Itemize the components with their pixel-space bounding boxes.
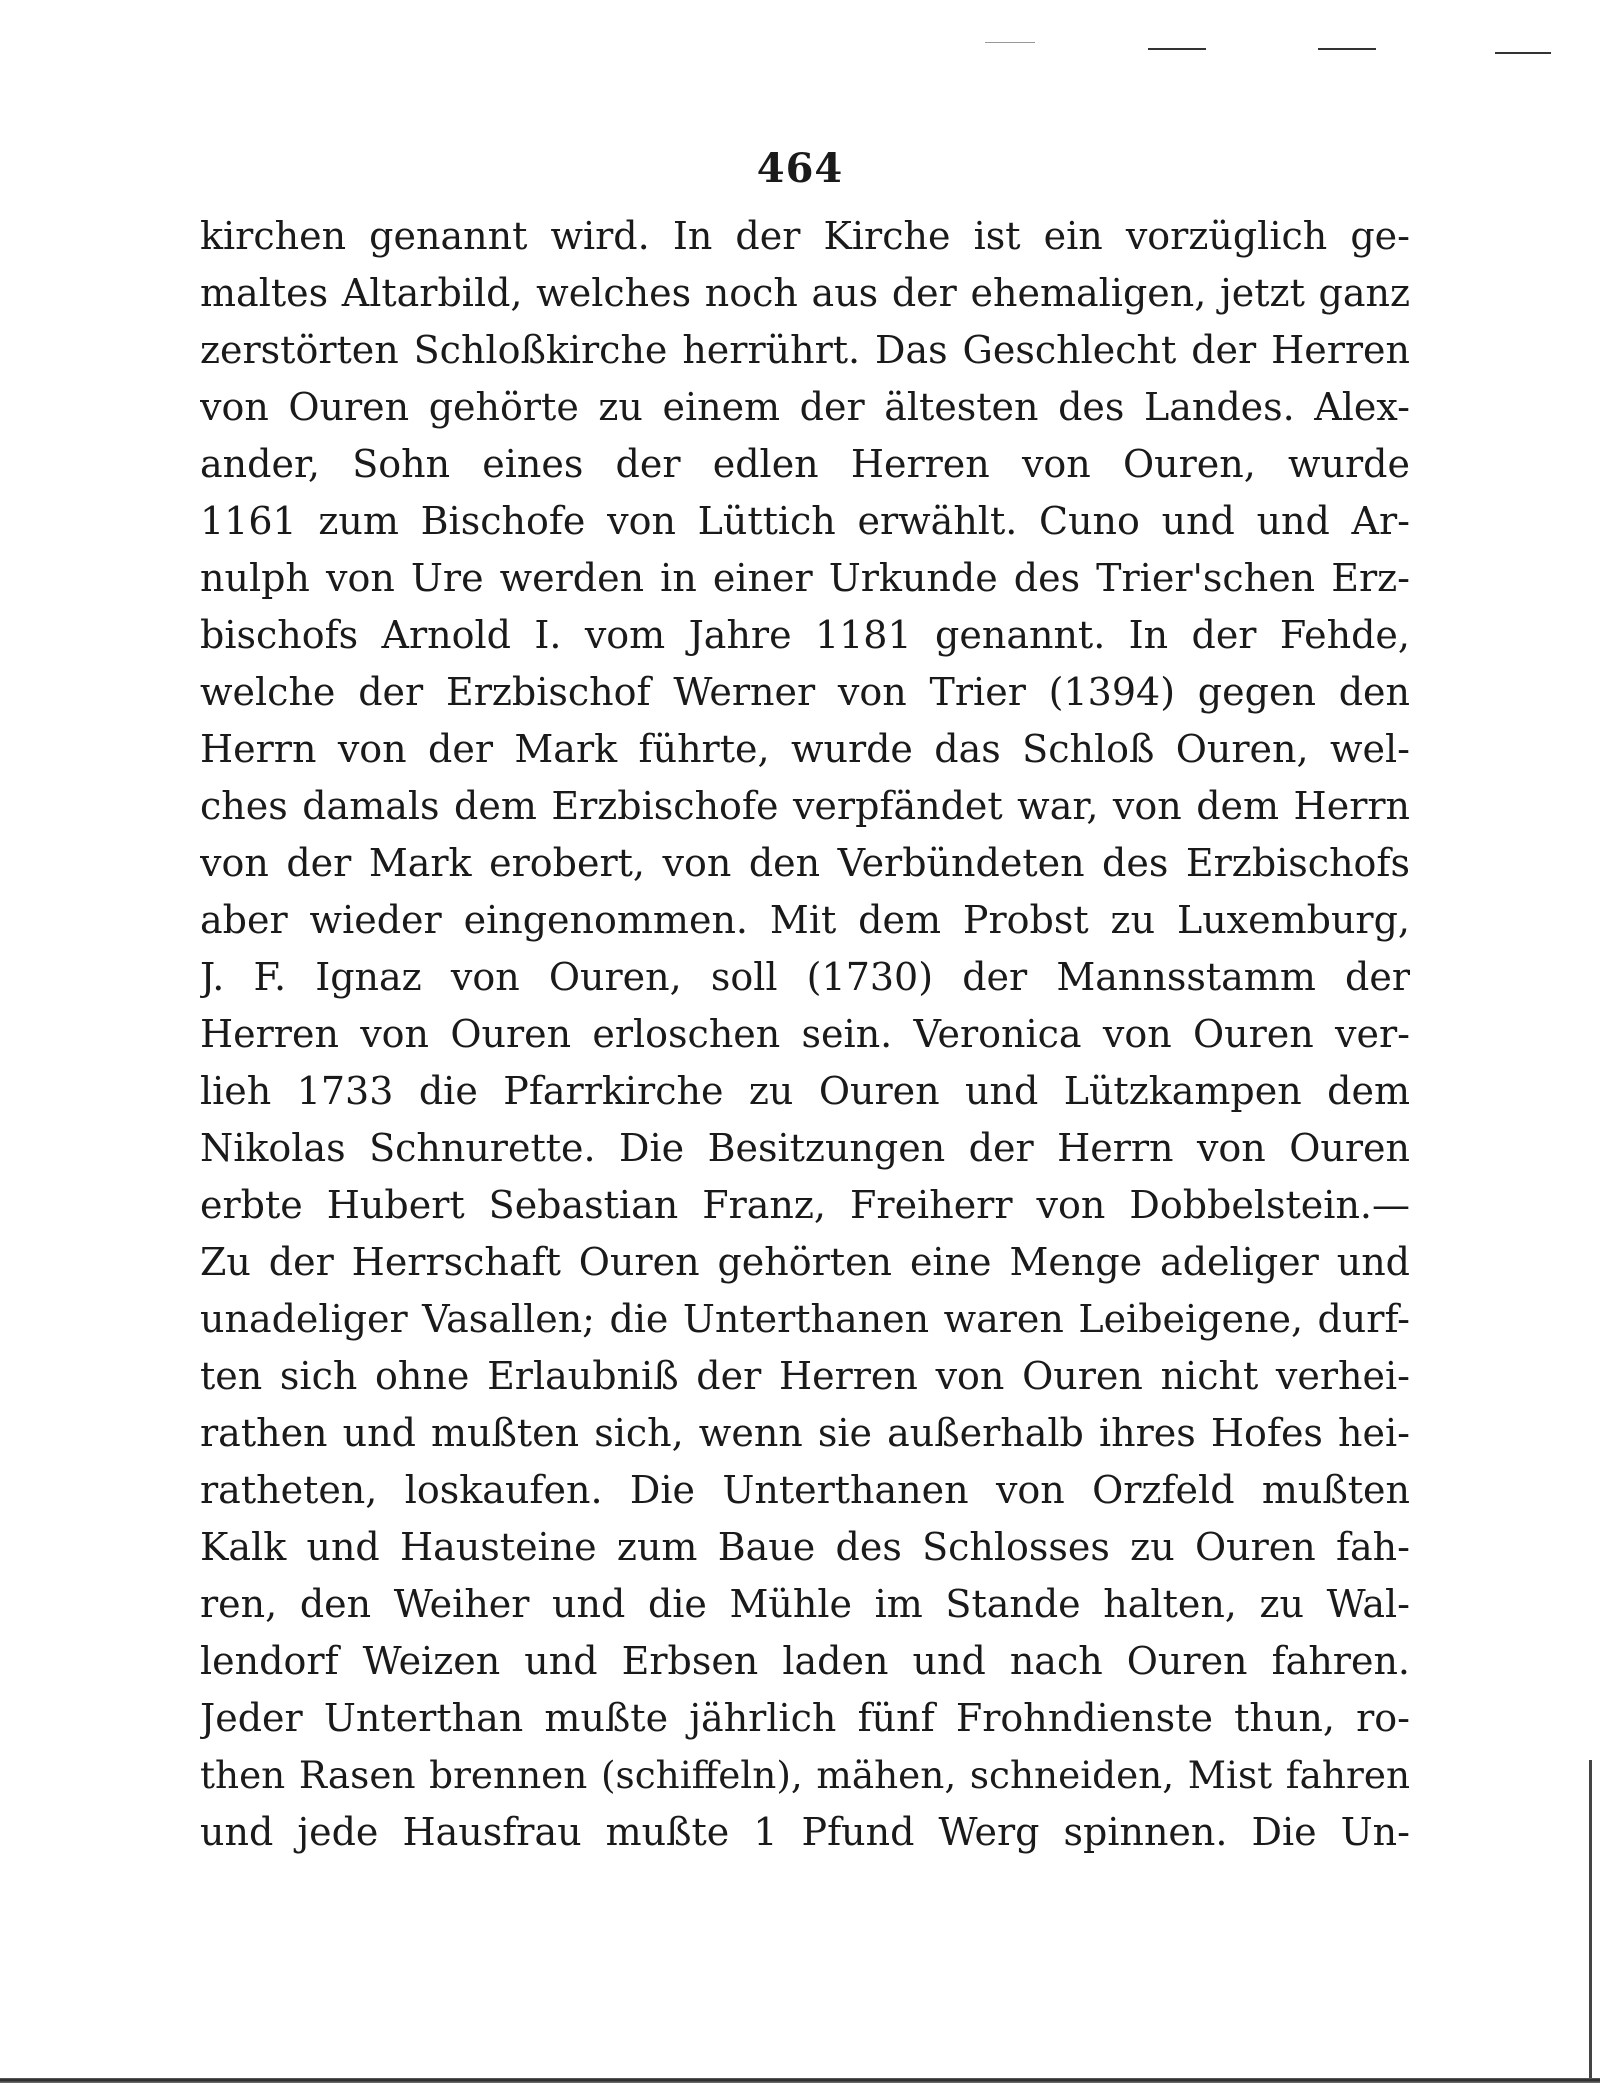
text-line: bischofs Arnold I. vom Jahre 1181 genannt. In der Fehde,	[200, 613, 1410, 657]
text-line: und jede Hausfrau mußte 1 Pfund Werg spinnen. Die Un-	[200, 1810, 1410, 1854]
text-line: von der Mark erobert, von den Verbündeten des Erzbischofs	[200, 841, 1410, 885]
scan-mark	[985, 42, 1035, 43]
text-line: ren, den Weiher und die Mühle im Stande halten, zu Wal-	[200, 1582, 1410, 1626]
text-line: ander, Sohn eines der edlen Herren von Ouren, wurde	[200, 442, 1410, 486]
text-line: Herrn von der Mark führte, wurde das Schloß Ouren, wel-	[200, 727, 1410, 771]
text-line: welche der Erzbischof Werner von Trier (1394) gegen den	[200, 670, 1410, 714]
text-line: erbte Hubert Sebastian Franz, Freiherr von Dobbelstein.—	[200, 1183, 1410, 1227]
text-line: maltes Altarbild, welches noch aus der ehemaligen, jetzt ganz	[200, 271, 1410, 315]
text-line: ratheten, loskaufen. Die Unterthanen von Orzfeld mußten	[200, 1468, 1410, 1512]
text-line: von Ouren gehörte zu einem der ältesten des Landes. Alex-	[200, 385, 1410, 429]
text-line: J. F. Ignaz von Ouren, soll (1730) der Mannsstamm der	[200, 955, 1410, 999]
text-line: Herren von Ouren erloschen sein. Veronica von Ouren ver-	[200, 1012, 1410, 1056]
scan-mark	[1495, 52, 1551, 54]
text-line: rathen und mußten sich, wenn sie außerhalb ihres Hofes hei-	[200, 1411, 1410, 1455]
page-edge-shadow	[1589, 1760, 1592, 2080]
page-bottom-edge	[0, 2078, 1600, 2083]
text-line: zerstörten Schloßkirche herrührt. Das Geschlecht der Herren	[200, 328, 1410, 372]
text-line: nulph von Ure werden in einer Urkunde des Trier'schen Erz-	[200, 556, 1410, 600]
text-line: then Rasen brennen (schiffeln), mähen, schneiden, Mist fahren	[200, 1753, 1410, 1797]
text-line: Nikolas Schnurette. Die Besitzungen der Herrn von Ouren	[200, 1126, 1410, 1170]
text-line: Kalk und Hausteine zum Baue des Schlosses zu Ouren fah-	[200, 1525, 1410, 1569]
text-line: Jeder Unterthan mußte jährlich fünf Frohndienste thun, ro-	[200, 1696, 1410, 1740]
text-line: kirchen genannt wird. In der Kirche ist ein vorzüglich ge-	[200, 214, 1410, 258]
text-line: ches damals dem Erzbischofe verpfändet war, von dem Herrn	[200, 784, 1410, 828]
body-text	[200, 208, 1410, 1861]
text-line: 1161 zum Bischofe von Lüttich erwählt. Cuno und und Ar-	[200, 499, 1410, 543]
scan-mark	[1318, 48, 1376, 50]
text-line: ten sich ohne Erlaubniß der Herren von Ouren nicht verhei-	[200, 1354, 1410, 1398]
text-line: unadeliger Vasallen; die Unterthanen waren Leibeigene, durf-	[200, 1297, 1410, 1341]
text-line: lieh 1733 die Pfarrkirche zu Ouren und Lützkampen dem	[200, 1069, 1410, 1113]
page-number: 464	[756, 145, 844, 192]
text-line: lendorf Weizen und Erbsen laden und nach Ouren fahren.	[200, 1639, 1410, 1683]
text-line: aber wieder eingenommen. Mit dem Probst zu Luxemburg,	[200, 898, 1410, 942]
text-line: Zu der Herrschaft Ouren gehörten eine Menge adeliger und	[200, 1240, 1410, 1284]
scan-mark	[1148, 48, 1206, 50]
